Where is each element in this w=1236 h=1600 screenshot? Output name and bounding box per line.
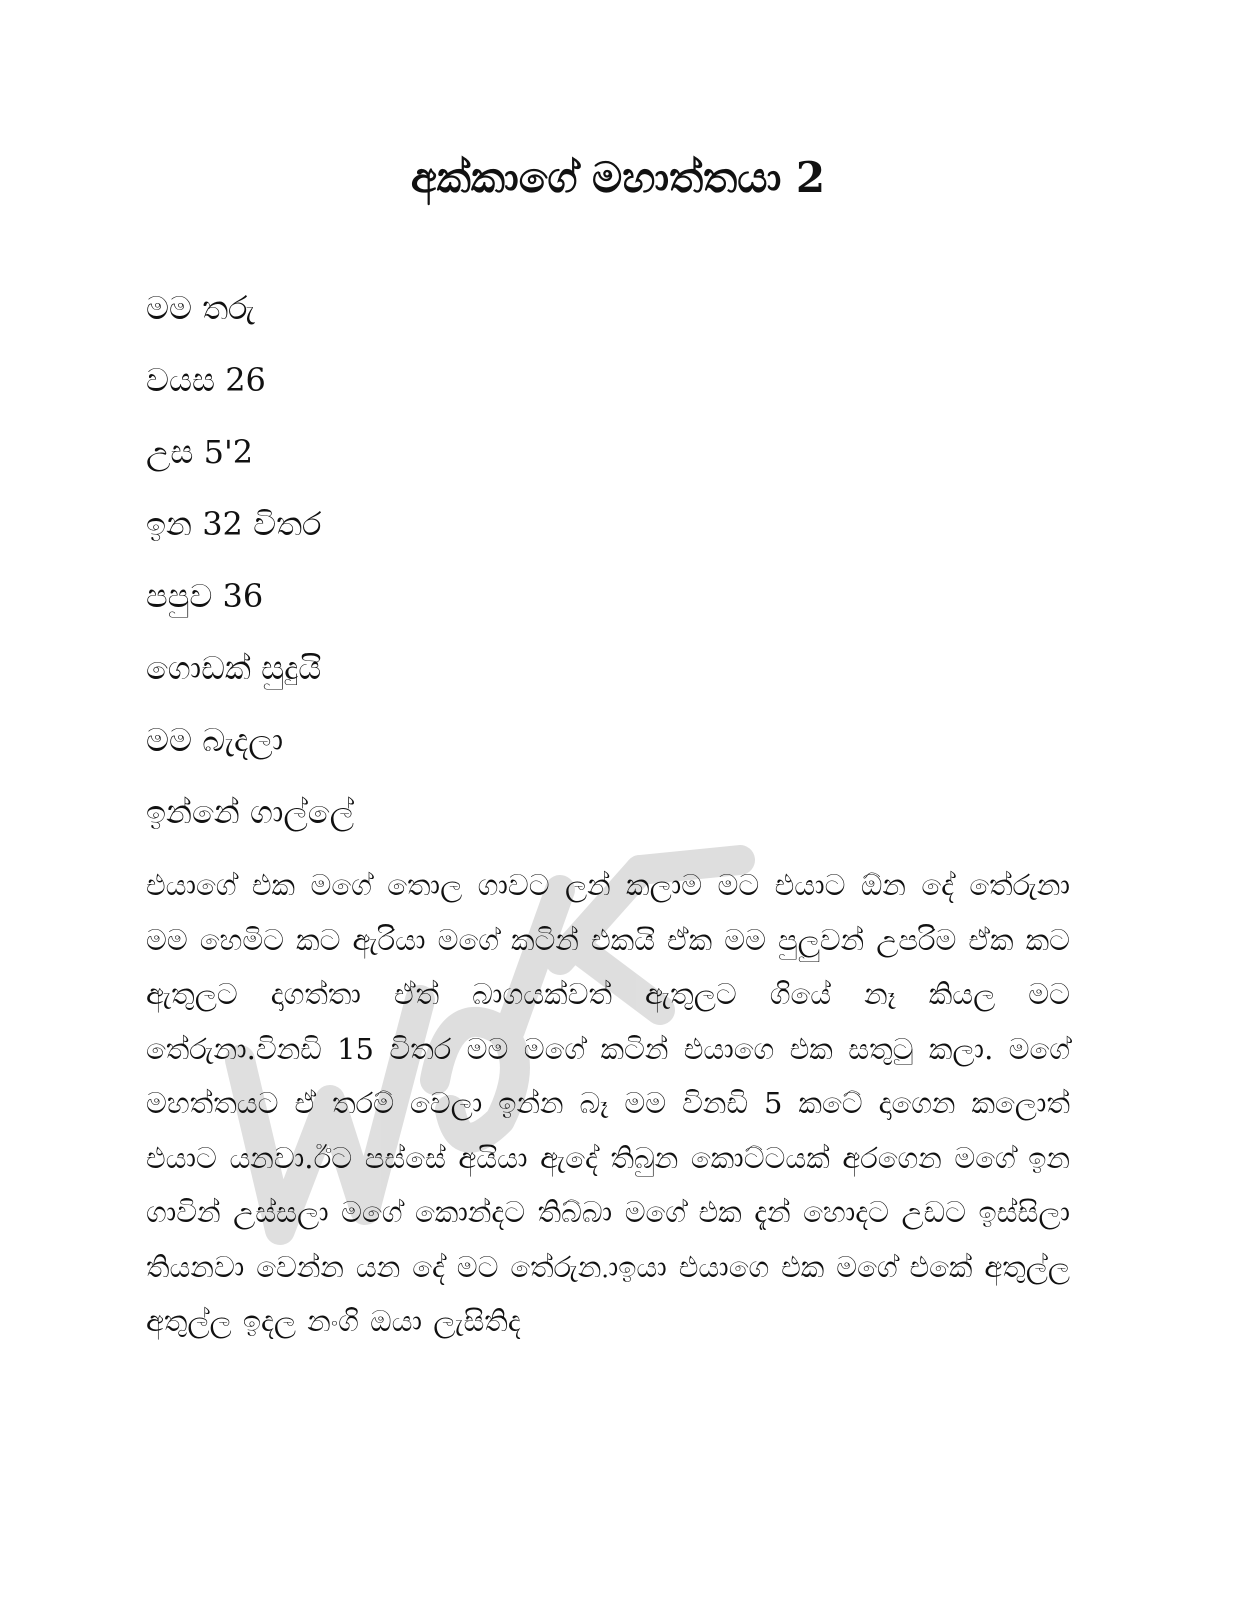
profile-line-complexion: ගොඩක් සුදුයි <box>146 649 322 687</box>
profile-line-chest: පපුව 36 <box>146 577 264 615</box>
profile-line-name: මම තරු <box>146 289 255 327</box>
profile-list <box>146 278 354 854</box>
story-paragraph: එයාගේ එක මගේ තොල ගාවට ලන් කලාම මට එයාට ඕන දේ තේරුනා මම හෙමිට කට ඇරියා මගේ කටින් එකයි ඒක මම පුලුවන් උපරිම ඒක කට ඇතුලට දාගත්තා ඒත් බාගයක්වත් ඇතුලට ගියේ නෑ කියල මට තේරුනා.විනඩි 15 විතර මම මගේ කටින් එයාගෙ එක සතුටු කලා. මගේ මහත්තයට ඒ තරම් වෙලා ඉන්න බෑ මම විනඩි 5 කටේ දාගෙන කලොත් එයාට යනවා.ඊට පස්සේ අයියා ඇදේ තිබුන කොට්ටයක් අරගෙන මගේ ඉන ගාවින් උස්සලා මගේ කොන්දට තිබ්බා මගේ එක දැන් හොදට උඩට ඉස්සිලා තියනවා වෙන්න යන දේ මට තේරුන.ාඉයා එයාගෙ එක මගේ එකේ අතුල්ල අතුල්ල ඉදල නංගි ඔයා ලැසිතිද <box>146 868 1070 1338</box>
profile-line-location: ඉන්නේ ගාල්ලේ <box>146 793 354 831</box>
profile-line-marital-status: මම බැදලා <box>146 721 284 759</box>
document-title: අක්කාගේ මහාත්තයා 2 <box>410 153 826 202</box>
profile-line-age: වයස 26 <box>146 361 266 399</box>
profile-line-waist: ඉන 32 විතර <box>146 505 322 543</box>
profile-line-height: උස 5'2 <box>146 433 254 471</box>
